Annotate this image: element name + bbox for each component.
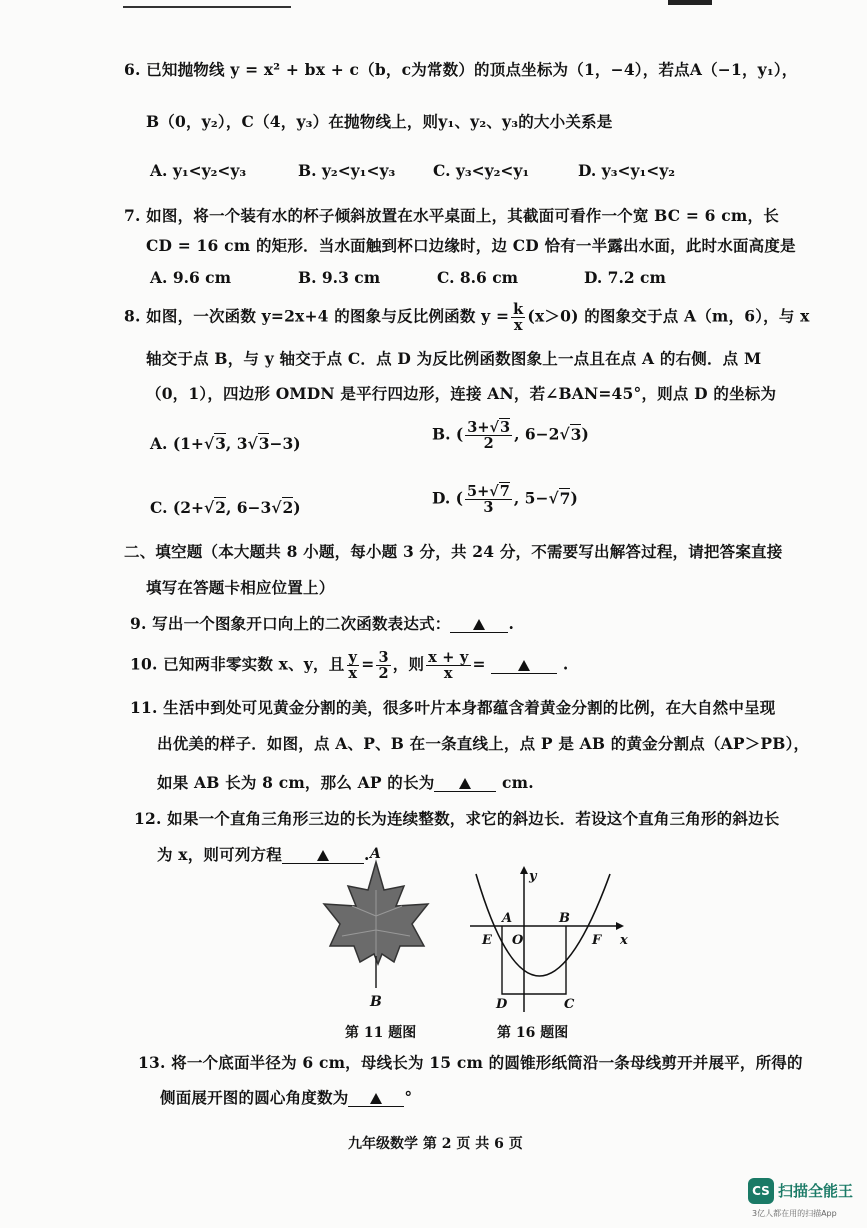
q13-degree: ° [404,1088,413,1107]
q12-line2-pre: 为 x，则可列方程 [157,845,282,864]
q10-frac-y-over-x [346,650,359,681]
q9-text: 9. 写出一个图象开口向上的二次函数表达式： [130,614,451,633]
q8-b-radicand: 3 [570,424,582,444]
q12-end: . [363,845,370,864]
q10-eq: = [361,654,375,674]
q8-b-pre: B. ( [432,424,464,444]
q8-frac-den: x [513,317,523,335]
q6-option-d: D. y₃<y₁<y₂ [578,161,676,180]
q7-option-b: B. 9.3 cm [298,268,381,287]
q8-option-b: B. ( $\frac{3+√3}{2}$ , 6−2√3) [432,419,589,453]
page-footer: 九年级数学 第 2 页 共 6 页 [348,1136,523,1152]
q8-a-sqrt-sign: √ [203,434,215,453]
answer-triangle-icon [459,778,471,789]
fig11-caption: 第 11 题图 [345,1025,417,1041]
q8-option-a [150,434,301,453]
top-mark [668,0,712,5]
q8-d-num-pre: 5+ [467,483,490,500]
q8-k-over-x [511,302,525,333]
x-axis-arrow [616,922,624,930]
q8-a-mid: , 3 [225,434,248,453]
q8-d-frac [465,484,512,515]
q6-line1: 6. 已知抛物线 y = x² + bx + c（b，c为常数）的顶点坐标为（1，−4），若点A（−1，y₁）， [124,60,798,79]
q8-b-post: ) [581,424,589,444]
q8-line1-post: (x＞0) 的图象交于点 A（m，6），与 x [527,306,810,326]
q8-c-pre: C. (2+ [150,498,204,517]
q8-line1-pre: 8. 如图，一次函数 y=2x+4 的图象与反比例函数 y = [124,306,510,326]
fig16-label-c: C [564,997,575,1012]
q8-d-post: ) [570,488,578,508]
q7-option-d: D. 7.2 cm [584,268,666,287]
q8-d-num-radicand: 7 [499,483,510,500]
camscanner-tagline: 3亿人都在用的扫描App [752,1209,837,1218]
q8-d-radicand: 7 [559,488,571,508]
q8-c-radicand2: 2 [282,498,294,517]
q8-c-post: ) [293,498,301,517]
q11-unit: cm. [502,773,534,792]
q6-option-b: B. y₂<y₁<y₃ [298,161,396,180]
fig11-label-a: A [370,846,381,862]
q8-d-mid: , 5− [513,488,549,508]
q6-line2: B（0，y₂），C（4，y₃）在抛物线上，则y₁、y₂、y₃的大小关系是 [146,112,613,131]
q11-answer-blank[interactable] [434,775,496,792]
q8-a-radicand1: 3 [215,434,226,453]
q10-f2-den: 2 [378,665,389,683]
q8-a-radicand2: 3 [258,434,270,453]
parabola-curve [476,874,610,976]
q13-line1: 13. 将一个底面半径为 6 cm，母线长为 15 cm 的圆锥形纸筒沿一条母线剪开并展平，所得的 [138,1053,803,1072]
q10-frac-xy-over-x [426,650,470,681]
q10-mid: ，则 [392,654,425,674]
fig16-label-x: x [620,933,628,948]
q13-line2-text: 侧面展开图的圆心角度数为 [160,1088,349,1107]
q7-line2: CD = 16 cm 的矩形．当水面触到杯口边缘时，边 CD 恰有一半露出水面，此时水面高度是 [146,236,796,255]
q8-b-num: 3+√3 [467,419,511,436]
q10-end: . [562,654,569,674]
fig16-label-e: E [482,933,492,948]
q8-line1 [124,302,810,333]
q10 [130,650,569,681]
q8-line2: 轴交于点 B，与 y 轴交于点 C．点 D 为反比例函数图象上一点且在点 A 的右侧．点 M [146,349,762,368]
q8-b-num-pre: 3+ [467,419,490,436]
q6-option-c: C. y₃<y₂<y₁ [433,161,530,180]
answer-triangle-icon [370,1093,382,1104]
q10-f1-num: y [348,649,358,666]
fig11-label-b: B [370,994,382,1010]
q10-f1-den: x [348,665,358,683]
q7-option-c: C. 8.6 cm [437,268,519,287]
q11-line2: 出优美的样子．如图，点 A、P、B 在一条直线上，点 P 是 AB 的黄金分割点（AP＞PB）， [157,734,810,753]
q11-line3 [157,771,534,793]
q8-b-num-radicand: 3 [500,419,511,436]
q9-end: . [508,614,515,633]
q9 [130,612,514,634]
fig16-label-b: B [559,911,570,926]
q6-option-a: A. y₁<y₂<y₃ [150,161,247,180]
q10-pre: 10. 已知两非零实数 x、y，且 [130,654,345,674]
q7-option-a: A. 9.6 cm [150,268,232,287]
q8-c-mid: , 6−3 [225,498,272,517]
section2-heading-cont: 填写在答题卡相应位置上） [146,578,335,597]
q8-a-post: −3) [269,434,301,453]
q8-d-num: 5+√7 [467,483,510,500]
q8-option-c: C. (2+√2, 6−3√2) [150,498,301,517]
y-axis-arrow [520,866,528,874]
answer-triangle-icon [518,660,530,671]
fig16-caption: 第 16 题图 [497,1025,569,1041]
q11-line1: 11. 生活中到处可见黄金分割的美，很多叶片本身都蕴含着黄金分割的比例，在大自然中呈现 [130,698,776,717]
q13-line2 [160,1086,412,1108]
q10-eq2: = [472,654,486,674]
q12-line1: 12. 如果一个直角三角形三边的长为连续整数，求它的斜边长．若设这个直角三角形的斜边长 [134,809,780,828]
q8-d-pre: D. ( [432,488,464,508]
q10-f2-num: 3 [378,649,389,666]
fig11-leaf-figure [312,846,440,1010]
fig16-label-a: A [502,911,513,926]
q11-line3-pre: 如果 AB 长为 8 cm，那么 AP 的长为 [157,773,435,792]
top-rule [123,6,291,8]
q10-f3-num: x + y [428,649,469,666]
fig16-label-o: O [512,933,524,948]
q7-line1: 7. 如图，将一个装有水的杯子倾斜放置在水平桌面上，其截面可看作一个宽 BC = 6 cm，长 [124,206,779,225]
q8-c-radicand1: 2 [215,498,226,517]
fig16-parabola-figure [466,860,636,1016]
q8-b-den: 2 [483,435,494,453]
q8-a-sqrt-sign2: √ [247,434,258,453]
q8-frac-num: k [513,301,524,318]
q8-line3: （0，1），四边形 OMDN 是平行四边形，连接 AN，若∠BAN=45°，则点 D 的坐标为 [146,384,777,403]
q10-answer-blank[interactable] [491,657,557,674]
q9-answer-blank[interactable] [450,616,508,633]
q10-frac-3-over-2 [376,650,390,681]
camscanner-logo-icon: CS [748,1178,774,1204]
section2-heading: 二、填空题（本大题共 8 小题，每小题 3 分，共 24 分，不需要写出解答过程，请把答案直接 [124,542,783,561]
answer-triangle-icon [473,619,485,630]
q10-f3-den: x [443,665,453,683]
camscanner-name: 扫描全能王 [778,1182,854,1200]
fig16-label-d: D [496,997,508,1012]
q13-answer-blank[interactable] [348,1090,404,1107]
q8-option-d: D. ( $\frac{5+√7}{3}$ , 5−√7) [432,483,578,517]
fig16-label-y: y [529,869,537,884]
q8-d-den: 3 [483,499,494,517]
fig16-label-f: F [592,933,602,948]
q8-b-frac [465,420,512,451]
q8-a-pre: A. (1+ [150,434,204,453]
q8-b-mid: , 6−2 [514,424,560,444]
